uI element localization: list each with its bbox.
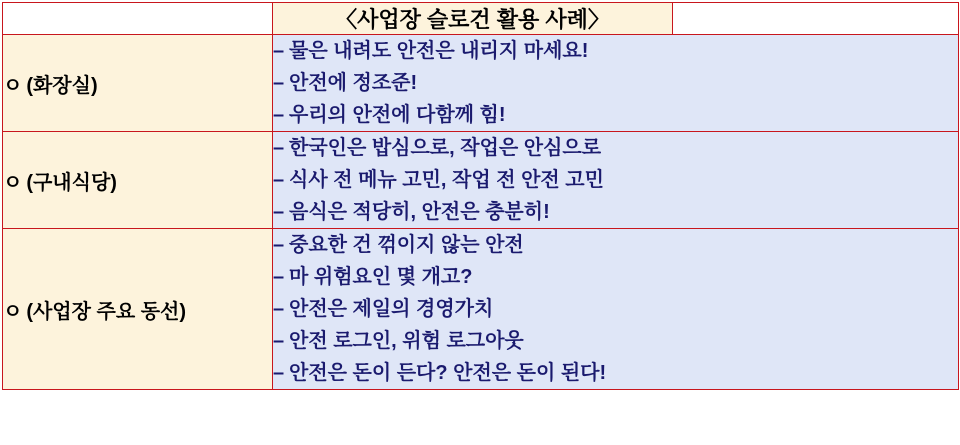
dash-marker: – <box>273 234 285 256</box>
list-item <box>273 132 958 164</box>
list-item <box>273 261 958 293</box>
list-item <box>273 357 958 389</box>
bullet-marker: ㅇ <box>3 171 23 194</box>
list-item-text: 중요한 건 꺾이지 않는 안전 <box>289 234 524 256</box>
list-item-text: 안전은 제일의 경영가치 <box>289 298 494 320</box>
slogan-table <box>2 2 959 390</box>
bullet-marker: ㅇ <box>3 74 23 97</box>
dash-marker: – <box>273 330 285 352</box>
table-row <box>3 132 959 229</box>
table-row <box>3 35 959 132</box>
list-item-text: 식사 전 메뉴 고민, 작업 전 안전 고민 <box>289 169 604 191</box>
document-sheet <box>0 2 960 445</box>
table-row <box>3 229 959 390</box>
dash-marker: – <box>273 298 285 320</box>
list-item <box>273 229 958 261</box>
list-item-text: 안전은 돈이 든다? 안전은 돈이 된다! <box>289 362 607 384</box>
category-label <box>3 301 186 323</box>
category-cell <box>3 132 273 229</box>
items-cell <box>273 35 959 132</box>
category-text: (사업장 주요 동선) <box>26 300 187 323</box>
list-item <box>273 164 958 196</box>
list-item <box>273 67 958 99</box>
list-item-text: 우리의 안전에 다함께 힘! <box>289 104 506 126</box>
list-item-text: 안전 로그인, 위험 로그아웃 <box>289 330 524 352</box>
dash-marker: – <box>273 72 285 94</box>
dash-marker: – <box>273 137 285 159</box>
list-item-text: 한국인은 밥심으로, 작업은 안심으로 <box>289 137 602 159</box>
list-item <box>273 293 958 325</box>
category-label <box>3 75 98 97</box>
dash-marker: – <box>273 266 285 288</box>
dash-marker: – <box>273 362 285 384</box>
list-item-text: 마 위험요인 몇 개고? <box>289 266 473 288</box>
list-item-text: 안전에 정조준! <box>289 72 418 94</box>
dash-marker: – <box>273 104 285 126</box>
category-label <box>3 172 117 194</box>
list-item <box>273 35 958 67</box>
dash-marker: – <box>273 201 285 223</box>
category-cell <box>3 229 273 390</box>
items-cell <box>273 229 959 390</box>
header-title-cell <box>273 3 673 35</box>
table-header-row <box>3 3 959 35</box>
category-cell <box>3 35 273 132</box>
dash-marker: – <box>273 169 285 191</box>
dash-marker: – <box>273 40 285 62</box>
category-text: (구내식당) <box>26 171 117 194</box>
list-item <box>273 196 958 228</box>
category-text: (화장실) <box>26 74 98 97</box>
bullet-marker: ㅇ <box>3 300 23 323</box>
list-item-text: 물은 내려도 안전은 내리지 마세요! <box>289 40 589 62</box>
header-left-spacer <box>3 3 273 35</box>
list-item <box>273 325 958 357</box>
items-cell <box>273 132 959 229</box>
list-item <box>273 99 958 131</box>
page-title: 〈사업장 슬로건 활용 사례〉 <box>335 7 610 32</box>
list-item-text: 음식은 적당히, 안전은 충분히! <box>289 201 550 223</box>
header-right-spacer <box>673 3 959 35</box>
